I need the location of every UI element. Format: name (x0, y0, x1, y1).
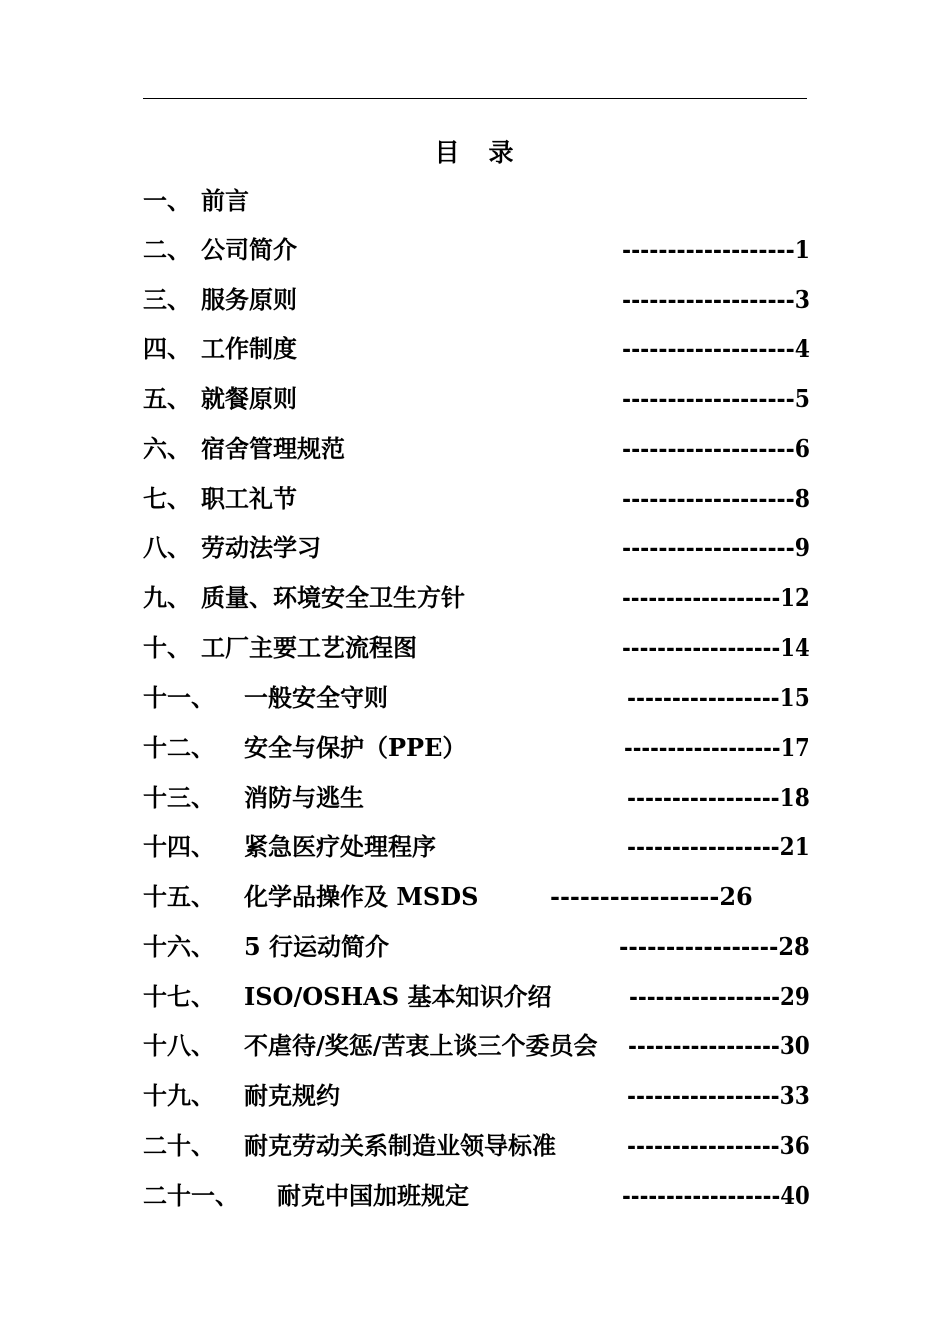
toc-page: -----------------36 (627, 1131, 810, 1160)
toc-page: -----------------18 (627, 783, 810, 812)
toc-label: 5 行运动简介 (244, 932, 390, 961)
toc-label: 公司简介 (201, 235, 297, 264)
toc-number: 十七、 (143, 982, 215, 1011)
toc-number: 六、 (143, 434, 191, 463)
toc-number: 十八、 (143, 1031, 215, 1060)
toc-page: -----------------29 (629, 982, 810, 1011)
toc-number: 二十一、 (143, 1181, 239, 1210)
toc-page: -----------------28 (619, 932, 810, 961)
toc-row (0, 331, 950, 367)
toc-row (0, 829, 950, 865)
toc-label: 紧急医疗处理程序 (244, 832, 436, 861)
toc-row (0, 1078, 950, 1114)
toc-page: -------------------4 (622, 334, 810, 363)
toc-number: 十四、 (143, 832, 215, 861)
toc-page: ------------------17 (624, 733, 810, 762)
toc-page: -------------------9 (622, 533, 810, 562)
toc-label: 劳动法学习 (201, 533, 321, 562)
toc-row (0, 431, 950, 467)
toc-number: 十九、 (143, 1081, 215, 1110)
toc-label: 宿舍管理规范 (201, 434, 345, 463)
toc-number: 十五、 (143, 882, 215, 911)
toc-number: 五、 (143, 384, 191, 413)
toc-row (0, 381, 950, 417)
toc-page: -----------------15 (627, 683, 810, 712)
toc-label: 工厂主要工艺流程图 (201, 633, 417, 662)
toc-number: 十六、 (143, 932, 215, 961)
toc-row (0, 730, 950, 766)
toc-page: ------------------40 (622, 1181, 810, 1210)
toc-number: 二十、 (143, 1131, 215, 1160)
toc-page: -------------------3 (622, 285, 810, 314)
toc-label: 职工礼节 (201, 484, 297, 513)
toc-row (0, 183, 950, 219)
toc-page: -----------------30 (628, 1031, 810, 1060)
toc-number: 四、 (143, 334, 191, 363)
toc-row (0, 530, 950, 566)
toc-number: 七、 (143, 484, 191, 513)
toc-label: 耐克中国加班规定 (277, 1181, 469, 1210)
toc-number: 一、 (143, 186, 191, 215)
toc-number: 三、 (143, 285, 191, 314)
toc-page: -------------------8 (622, 484, 810, 513)
toc-number: 十、 (143, 633, 191, 662)
toc-label: 质量、环境安全卫生方针 (201, 583, 465, 612)
toc-label: 一般安全守则 (244, 683, 388, 712)
toc-page: ------------------14 (622, 633, 810, 662)
toc-number: 十二、 (143, 733, 215, 762)
toc-label: 工作制度 (201, 334, 297, 363)
toc-number: 二、 (143, 235, 191, 264)
toc-label: 消防与逃生 (244, 783, 364, 812)
toc-number: 九、 (143, 583, 191, 612)
toc-row (0, 481, 950, 517)
toc-page: -------------------1 (622, 235, 810, 264)
toc-label: 不虐待/奖惩/苦衷上谈三个委员会 (244, 1031, 598, 1060)
toc-row (0, 580, 950, 616)
toc-page: -------------------6 (622, 434, 810, 463)
toc-row (0, 780, 950, 816)
toc-number: 十三、 (143, 783, 215, 812)
toc-label: 耐克规约 (244, 1081, 340, 1110)
toc-number: 八、 (143, 533, 191, 562)
toc-page: -------------------5 (622, 384, 810, 413)
toc-number: 十一、 (143, 683, 215, 712)
toc-row (0, 1028, 950, 1064)
toc-row (0, 879, 950, 915)
toc-page: -----------------21 (627, 832, 810, 861)
toc-row (0, 680, 950, 716)
toc-label: 前言 (201, 186, 249, 215)
header-rule (143, 98, 807, 99)
toc-row (0, 232, 950, 268)
toc-label: 耐克劳动关系制造业领导标准 (244, 1131, 556, 1160)
toc-label: ISO/OSHAS 基本知识介绍 (244, 982, 552, 1011)
toc-row (0, 929, 950, 965)
page-title: 目 录 (434, 138, 516, 167)
toc-row (0, 630, 950, 666)
toc-label: 化学品操作及 MSDS (244, 882, 479, 911)
toc-label: 服务原则 (201, 285, 297, 314)
toc-row (0, 282, 950, 318)
toc-label: 安全与保护（PPE） (244, 733, 467, 762)
toc-row (0, 1178, 950, 1214)
toc-row (0, 979, 950, 1015)
toc-page: -----------------26 (550, 882, 753, 911)
toc-row (0, 1128, 950, 1164)
toc-page: -----------------33 (627, 1081, 810, 1110)
toc-label: 就餐原则 (201, 384, 297, 413)
toc-page: ------------------12 (622, 583, 810, 612)
